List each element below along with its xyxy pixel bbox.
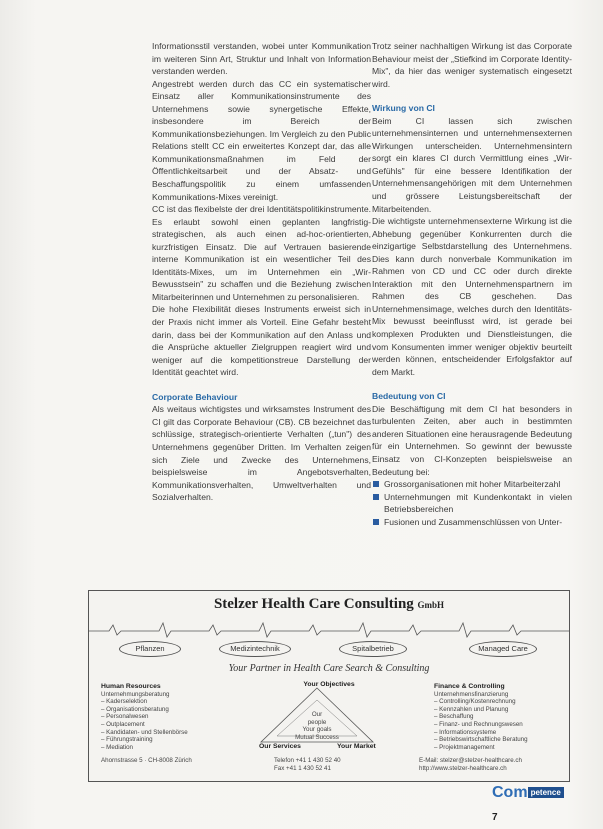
ad-tagline: Your Partner in Health Care Search & Consulting — [228, 663, 430, 674]
address-text: Ahornstrasse 5 · CH-8008 Zürich — [101, 757, 192, 764]
heading-wirkung: Wirkung von CI — [372, 103, 435, 114]
paragraph: Die Beschäftigung mit dem CI hat besonders in turbulenten Zeiten, aber auch in bestimmten anderen Situationen eine herausragende Bedeutung für ein Unternehmen. So gewinnt der bewusste Einsatz von CI-Konzepten beispielsweise an Bedeutung bei: — [372, 403, 572, 477]
bullet-list — [372, 478, 572, 528]
hr-line: – Mediation — [101, 743, 133, 751]
phone-text: Telefon +41 1 430 52 40 — [274, 757, 341, 764]
paragraph: Trotz seiner nachhaltigen Wirkung ist das Corporate Behaviour meist der „Stiefkind im Corporate Identity-Mix", da hier das weniger systematisch eingesetzt wird. — [372, 41, 572, 89]
fin-line: – Kennzahlen und Planung — [434, 705, 509, 713]
heartbeat-line-graphic — [89, 613, 569, 643]
paragraph: Als weitaus wichtigstes und wirksamstes Instrument des CI gilt das Corporate Behaviour (CB). CB bezeichnet das schlüssige, strategisch-orientierte Verhalten („tun") des Unternehmens gegenüber Dritten. Im Verhalten zeigen sich Ziele und Zwecke des Unternehmens, beispielsweise im Angebotsverhalten, Kommunikationsverhalten, Umweltverhalten und Sozialverhalten. — [152, 404, 371, 503]
spacer — [152, 379, 371, 391]
finance-block — [434, 683, 564, 751]
logo-main: Com — [492, 784, 528, 801]
heading-bedeutung: Bedeutung von CI — [372, 391, 446, 402]
services-text: Our Services — [259, 743, 301, 750]
hr-line: Unternehmungsberatung — [101, 690, 170, 698]
triangle-line: Your goals — [302, 726, 332, 734]
fin-line: – Controlling/Kostenrechnung — [434, 698, 516, 706]
fin-line: – Finanz- und Rechnungswesen — [434, 720, 523, 728]
left-text-column — [152, 40, 371, 504]
hr-line: – Kandidaten- und Stellenbörse — [101, 728, 188, 736]
email-link[interactable]: E-Mail: stelzer@stelzer-healthcare.ch — [419, 757, 522, 764]
contact-address — [101, 757, 192, 765]
ad-tag-medizintechnik: Medizintechnik — [219, 641, 291, 657]
list-item: Grossorganisationen mit hoher Mitarbeiterzahl — [372, 478, 572, 491]
website-link[interactable]: http://www.stelzer-healthcare.ch — [419, 765, 507, 772]
triangle-line: people — [307, 718, 327, 726]
fin-line: – Betriebswirtschaftliche Beratung — [434, 736, 528, 744]
your-market-label — [337, 743, 376, 751]
company-suffix: GmbH — [417, 600, 445, 610]
triangle-text — [287, 711, 347, 741]
advertisement-box — [88, 590, 570, 782]
ad-tag-managed-care: Managed Care — [469, 641, 537, 657]
competence-logo — [492, 784, 564, 802]
paragraph: Beim CI lassen sich zwischen unternehmensinternen und unternehmensexternen Wirkungen unterscheiden. Unternehmensintern sorgt ein klares CI durch Vermittlung eines „Wir-Gefühls" für eine bessere Identifikation der Unternehmensangehörigen mit dem Unternehmen und grössere Leistungsbereitschaft der Mitarbeitenden. — [372, 115, 572, 214]
paragraph: CC ist das flexibelste der drei Identitätspolitikinstrumente. Es erlaubt sowohl einen geplanten langfristig-strategischen, als auch einen ad-hoc-orientierten, kurzfristigen Einsatz. Die auf Vertrauen basierende interne Kommunikation ist ein wesentlicher Teil des Identitäts-Mixes, um im Unternehmen ein „Wir-Bewusstsein" zu schaffen und die Beziehung zwischen Mitarbeiterinnen und Unternehmen zu personalisieren. — [152, 204, 371, 302]
ad-company-title — [89, 596, 569, 613]
ad-tag-spitalbetrieb: Spitalbetrieb — [339, 641, 407, 657]
hr-line: – Outplacement — [101, 720, 145, 728]
hr-line: – Organisationsberatung — [101, 705, 169, 713]
logo-tag: petence — [528, 787, 564, 798]
triangle-line: Our — [311, 711, 323, 718]
paragraph: Informationsstil verstanden, wobei unter Kommunikation im weiteren Sinn Art, Struktur und Inhalt von Information verstanden werden. — [152, 41, 371, 77]
fax-text: Fax +41 1 430 52 41 — [274, 765, 331, 772]
list-item: Unternehmungen mit Kundenkontakt in vielen Betriebsbereichen — [372, 491, 572, 516]
right-text-column — [372, 40, 572, 528]
hr-line: – Führungstraining — [101, 736, 153, 744]
page-number: 7 — [492, 812, 498, 823]
fin-line: – Informationssysteme — [434, 728, 497, 736]
hr-line: – Kaderselektion — [101, 698, 148, 706]
fin-line: – Projektmanagement — [434, 743, 495, 751]
paragraph: Angestrebt werden durch das CC ein systematischer Einsatz aller Kommunikationsinstrumente des Unternehmens sowie synergetische Effekte, insbesondere im Bereich der Kommunikationsbeziehungen. Im Vergleich zu den Public Relations stellt CC ein erweitertes Konzept dar, das alle Kommunikationsmaßnahmen im Feld der Öffentlichkeitsarbeit und der Absatz- und Beschaffungspolitik zu einem umfassenden Kommunikations-Mixes vereinigt. — [152, 78, 371, 202]
fin-line: – Beschaffung — [434, 713, 474, 721]
objectives-title: Your Objectives — [303, 681, 355, 688]
market-text: Your Market — [337, 743, 376, 750]
contact-web — [419, 757, 522, 773]
spacer — [372, 378, 572, 390]
spacer — [372, 90, 572, 102]
company-name: Stelzer Health Care Consulting — [213, 596, 414, 612]
hr-block — [101, 683, 231, 751]
hr-title: Human Resources — [101, 683, 161, 690]
paragraph: Die wichtigste unternehmensexterne Wirkung ist die Abhebung gegenüber Konkurrenten durch die einzigartige Selbstdarstellung des Unternehmens. Dies kann durch nonverbale Kommunikation im Rahmen von CD und CC oder durch direkte Interaktion mit den Unternehmenspartnern im Rahmen des CB geschehen. Das Unternehmensimage, welches durch den Identitäts-Mix bewusst beeinflusst wird, ist gerade bei komplexen Produkten und Dienstleistungen, die vom Konsumenten immer weniger objektiv beurteilt werden können, entscheidender Erfolgsfaktor auf dem Markt. — [372, 216, 572, 377]
ad-tag-pflanzen: Pflanzen — [119, 641, 181, 657]
finance-title: Finance & Controlling — [434, 683, 505, 690]
contact-phone — [274, 757, 341, 773]
fin-line: Unternehmensfinanzierung — [434, 690, 509, 698]
our-services-label — [259, 743, 301, 751]
heading-corporate-behaviour: Corporate Behaviour — [152, 391, 238, 402]
hr-line: – Personalwesen — [101, 713, 149, 721]
triangle-line: Mutual Success — [295, 733, 339, 741]
list-item: Fusionen und Zusammenschlüssen von Unter- — [372, 516, 572, 529]
paragraph: Die hohe Flexibilität dieses Instruments erweist sich in der Praxis nicht immer als Vorteil. Eine Gefahr besteht darin, dass bei der Kommunikation auf den Anlass und die Ansprüche aktueller Zielgruppen reagiert wird und weniger auf die kompetitionstreue Darstellung der Identität geachtet wird. — [152, 304, 371, 378]
